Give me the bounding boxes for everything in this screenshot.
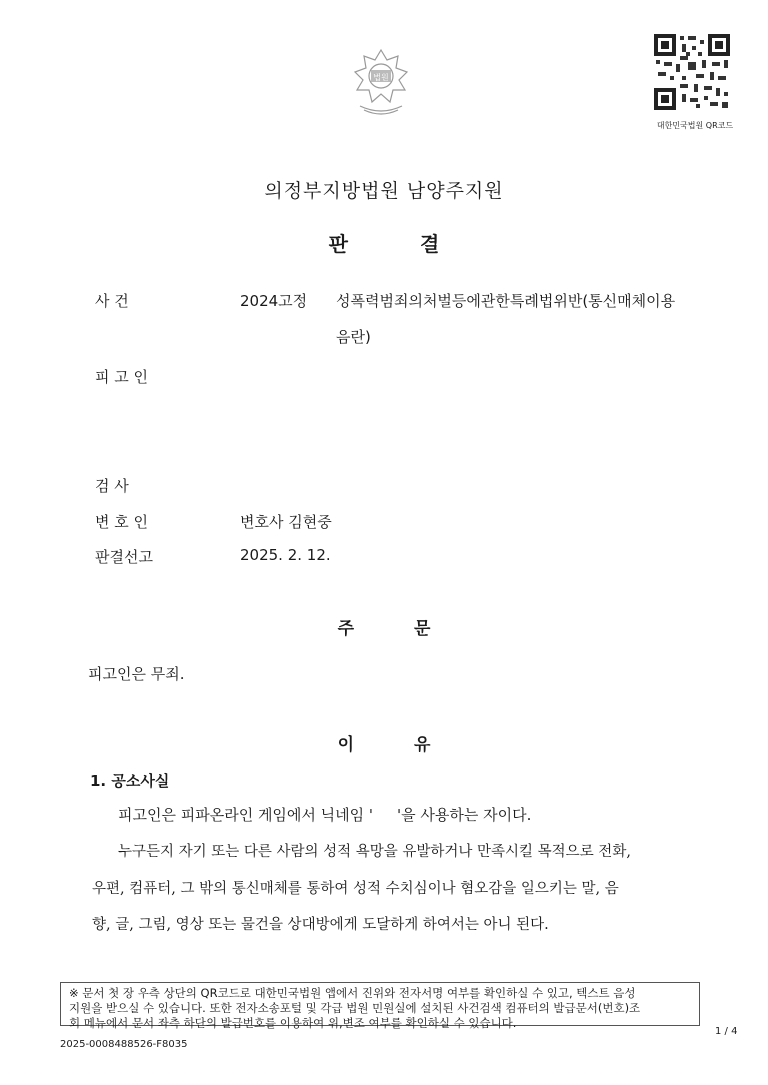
document-title-char: 결 bbox=[420, 232, 440, 256]
case-label bbox=[95, 290, 175, 311]
page-number: 1 / 4 bbox=[715, 1026, 738, 1037]
counsel-label-text: 변 호 인 bbox=[95, 513, 149, 531]
emblem-text: 법원 bbox=[373, 73, 389, 82]
ruling-heading-char: 주 bbox=[337, 619, 354, 639]
court-emblem bbox=[350, 46, 412, 118]
reasons-heading bbox=[0, 730, 768, 755]
case-name-line2: 음란) bbox=[336, 328, 371, 346]
defendant-label-text: 피 고 인 bbox=[95, 368, 149, 386]
qr-caption: 대한민국법원 QR코드 bbox=[656, 121, 734, 130]
reasons-subheading: 1. 공소사실 bbox=[90, 772, 170, 790]
reasons-paragraph-1-part1: 피고인은 피파온라인 게임에서 닉네임 ' bbox=[118, 806, 374, 824]
case-name-line1: 성폭력범죄의처벌등에관한특례법위반(통신매체이용 bbox=[336, 292, 676, 310]
ruling-text: 피고인은 무죄. bbox=[88, 665, 185, 683]
counsel-label bbox=[95, 511, 175, 532]
prosecutor-label-text: 검 사 bbox=[95, 477, 129, 495]
ruling-heading bbox=[0, 614, 768, 639]
case-number: 2024고정 bbox=[240, 292, 308, 310]
qr-code[interactable] bbox=[652, 32, 732, 112]
document-title bbox=[0, 228, 768, 257]
reasons-paragraph-1-part2: '을 사용하는 자이다. bbox=[397, 806, 532, 824]
reasons-paragraph-1 bbox=[118, 804, 531, 825]
notice-line: ※ 문서 첫 장 우측 상단의 QR코드로 대한민국법원 앱에서 진위와 전자서명 여부를 확인하실 수 있고, 텍스트 음성 bbox=[69, 986, 636, 1000]
notice-line: 지원을 받으실 수 있습니다. 또한 전자소송포털 및 각급 법원 민원실에 설치된 사건검색 컴퓨터의 발급문서(번호)조 bbox=[69, 1001, 641, 1015]
verification-notice bbox=[60, 982, 700, 1030]
verdict-date-label bbox=[95, 546, 175, 567]
document-title-char: 판 bbox=[328, 232, 348, 256]
verdict-date-label-text: 판결선고 bbox=[95, 548, 153, 566]
ruling-heading-char: 문 bbox=[414, 619, 431, 639]
reasons-paragraph-2-line3: 향, 글, 그림, 영상 또는 물건을 상대방에게 도달하게 하여서는 아니 된다. bbox=[92, 917, 549, 933]
verdict-date-value: 2025. 2. 12. bbox=[240, 546, 331, 564]
defendant-label bbox=[95, 366, 175, 387]
issue-number: 2025-0008488526-F8035 bbox=[60, 1039, 188, 1050]
reasons-heading-char: 이 bbox=[337, 735, 354, 755]
counsel-value: 변호사 김현중 bbox=[240, 513, 332, 531]
case-label-text: 사 건 bbox=[95, 292, 129, 310]
notice-line: 회 메뉴에서 문서 좌측 하단의 발급번호를 이용하여 위,변조 여부를 확인하실 수 있습니다. bbox=[69, 1016, 517, 1030]
prosecutor-label bbox=[95, 475, 175, 496]
reasons-paragraph-2-line1: 누구든지 자기 또는 다른 사람의 성적 욕망을 유발하거나 만족시킬 목적으로 전화, bbox=[118, 844, 631, 860]
court-name: 의정부지방법원 남양주지원 bbox=[264, 180, 504, 202]
reasons-heading-char: 유 bbox=[414, 735, 431, 755]
reasons-paragraph-2-line2: 우편, 컴퓨터, 그 밖의 통신매체를 통하여 성적 수치심이나 혐오감을 일으키는 말, 음 bbox=[92, 881, 619, 897]
